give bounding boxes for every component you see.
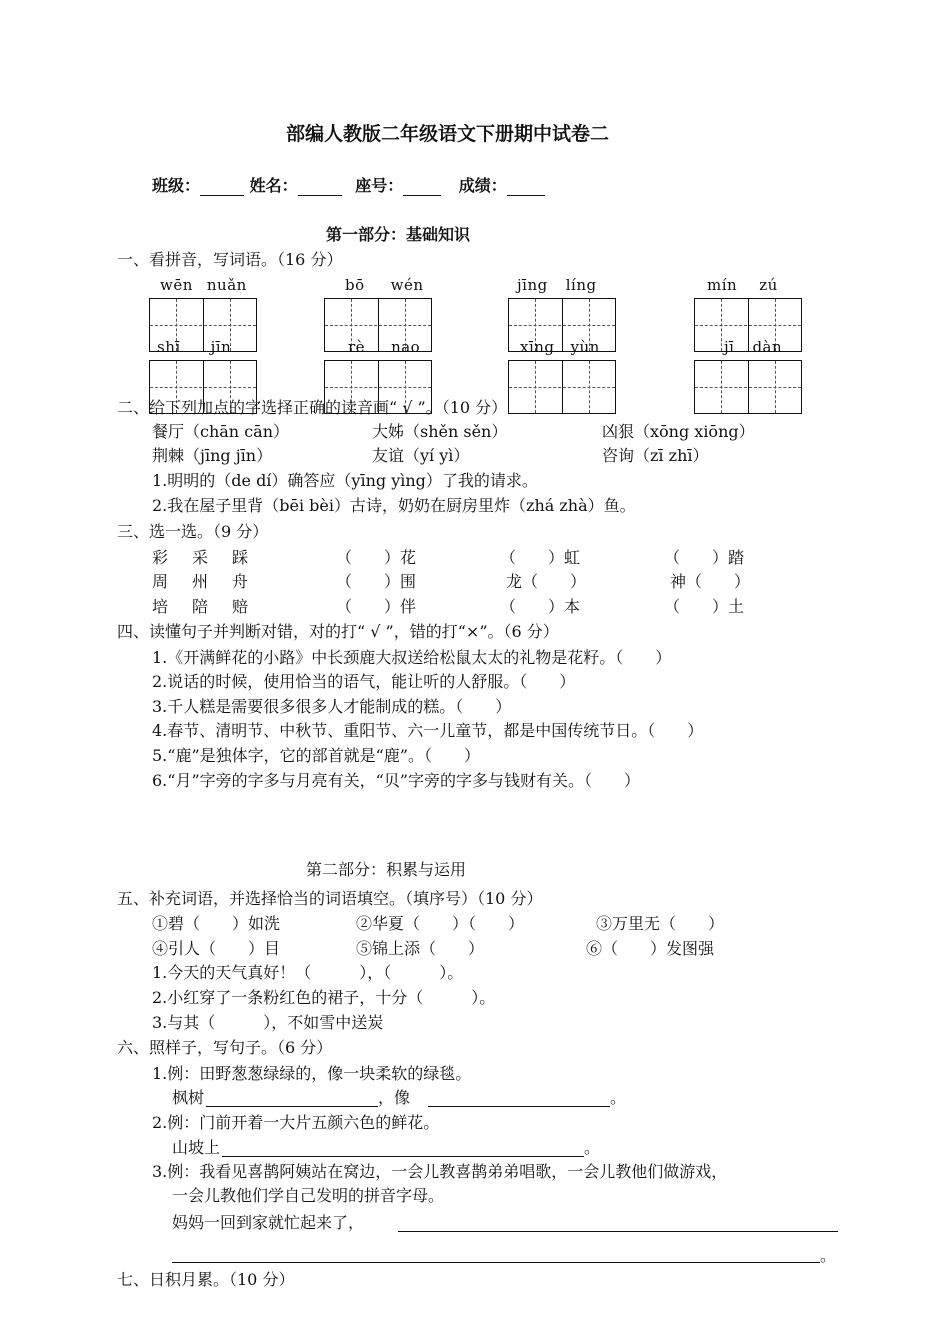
q6-heading: 六、照样子，写句子。（6 分） [117,1038,333,1057]
q4-item: 6.“月”字旁的字多与月亮有关，“贝”字旁的字多与钱财有关。（ ） [152,771,640,790]
q2-sentence: 2.我在屋子里背（bēi bèi）古诗，奶奶在厨房里炸（zhá zhà）鱼。 [152,496,636,515]
pinyin-2b: rè nao [348,338,421,356]
q2-sentence: 1.明明的（de dí）确答应（yīng yìng）了我的请求。 [152,471,538,490]
q3-chars: 培 陪 赔 [152,597,253,616]
q6-answer-line[interactable] [398,1231,838,1232]
q4-item: 2.说话的时候，使用恰当的语气，能让听的人舒服。（ ） [152,672,576,691]
q3-blank[interactable]: （ ）踏 [664,548,745,567]
q5-heading: 五、补充词语，并选择恰当的词语填空。（填序号）（10 分） [117,889,543,908]
pinyin-1b: bō wén [345,276,424,294]
q3-blank[interactable]: （ ）花 [336,548,417,567]
q6-answer-end: 。 [584,1138,601,1157]
q6-example: 3.例：我看见喜鹊阿姨站在窝边，一会儿教喜鹊弟弟唱歌，一会儿教他们做游戏， [152,1162,728,1181]
q2-item: 大姊（shěn sěn） [372,422,508,441]
pinyin-1c: jīng líng [517,276,597,294]
q6-answer-end: 。 [610,1088,627,1107]
q3-chars: 彩 采 踩 [152,548,253,567]
q4-item: 5.“鹿”是独体字，它的部首就是“鹿”。（ ） [152,746,480,765]
q3-blank[interactable]: 龙（ ） [506,572,587,591]
q2-heading: 二、给下列加点的字选择正确的读音画“ √ ”。（10 分） [117,398,508,417]
q2-item: 友谊（yí yì） [372,446,470,465]
q5-sentence: 1.今天的天气真好！（ ），（ ）。 [152,963,464,982]
q4-item: 1.《开满鲜花的小路》中长颈鹿大叔送给松鼠太太的礼物是花籽。（ ） [152,648,672,667]
q6-answer-end: 。 [820,1246,837,1265]
q4-item: 3.千人糕是需要很多很多人才能制成的糕。（ ） [152,697,512,716]
q7-heading: 七、日积月累。（10 分） [117,1270,295,1289]
page-title: 部编人教版二年级语文下册期中试卷二 [286,123,610,145]
q5-sentence: 2.小红穿了一条粉红色的裙子，十分（ ）。 [152,988,496,1007]
q5-word: ①碧（ ）如洗 [152,914,281,933]
class-label: 班级： [152,176,201,195]
q6-answer-line[interactable] [206,1106,378,1107]
class-blank[interactable] [200,177,244,196]
q3-blank[interactable]: （ ）土 [664,597,745,616]
q4-item: 4.春节、清明节、中秋节、重阳节、六一儿童节，都是中国传统节日。（ ） [152,721,704,740]
score-label: 成绩： [458,176,507,195]
pinyin-2d: jī dàn [724,338,783,356]
q3-chars: 周 州 舟 [152,572,253,591]
pinyin-1d: mín zú [707,276,778,294]
q1-heading: 一、看拼音，写词语。（16 分） [117,250,343,269]
q6-example: 2.例：门前开着一大片五颜六色的鲜花。 [152,1113,440,1132]
student-info [152,176,545,196]
name-blank[interactable] [298,177,342,196]
pinyin-2a: shī jīn [157,338,232,356]
q6-answer-line[interactable] [222,1156,584,1157]
q5-word: ⑥（ ）发图强 [586,939,715,958]
q5-sentence: 3.与其（ ），不如雪中送炭 [152,1013,384,1032]
q6-answer-mid: ，像 [378,1088,411,1107]
q2-item: 凶狠（xōng xiōng） [602,422,755,441]
q5-word: ④引人（ ）目 [152,939,281,958]
part1-heading: 第一部分：基础知识 [326,225,471,244]
seat-blank[interactable] [403,177,441,196]
score-blank[interactable] [507,177,545,196]
q3-blank[interactable]: 神（ ） [670,572,751,591]
q3-blank[interactable]: （ ）伴 [336,597,417,616]
q3-heading: 三、选一选。（9 分） [117,522,269,541]
seat-label: 座号： [355,176,404,195]
part2-heading: 第二部分：积累与运用 [306,860,467,879]
q5-word: ⑤锦上添（ ） [356,939,485,958]
q6-example: 1.例：田野葱葱绿绿的，像一块柔软的绿毯。 [152,1064,472,1083]
q2-item: 咨询（zī zhī） [602,446,709,465]
q6-answer-prefix: 枫树 [172,1088,205,1107]
q2-item: 荆棘（jīng jīn） [152,446,273,465]
q6-answer-prefix: 妈妈一回到家就忙起来了， [172,1213,365,1232]
q3-blank[interactable]: （ ）虹 [500,548,581,567]
q6-answer-prefix: 山坡上 [172,1138,221,1157]
pinyin-1a: wēn nuǎn [160,276,247,294]
q5-word: ③万里无（ ） [596,914,725,933]
q3-blank[interactable]: （ ）本 [500,597,581,616]
tianzi-box[interactable] [508,360,616,414]
pinyin-2c: xīng yùn [520,338,600,356]
tianzi-box[interactable] [694,360,802,414]
q6-example-cont: 一会儿教他们学自己发明的拼音字母。 [172,1186,445,1205]
q3-blank[interactable]: （ ）围 [336,572,417,591]
name-label: 姓名： [249,176,298,195]
q2-item: 餐厅（chān cān） [152,422,290,441]
q5-word: ②华夏（ ）（ ） [356,914,525,933]
q4-heading: 四、读懂句子并判断对错，对的打“ √ ”，错的打“×”。（6 分） [117,622,559,641]
q6-answer-line[interactable] [428,1106,610,1107]
q6-answer-line[interactable] [172,1262,820,1263]
